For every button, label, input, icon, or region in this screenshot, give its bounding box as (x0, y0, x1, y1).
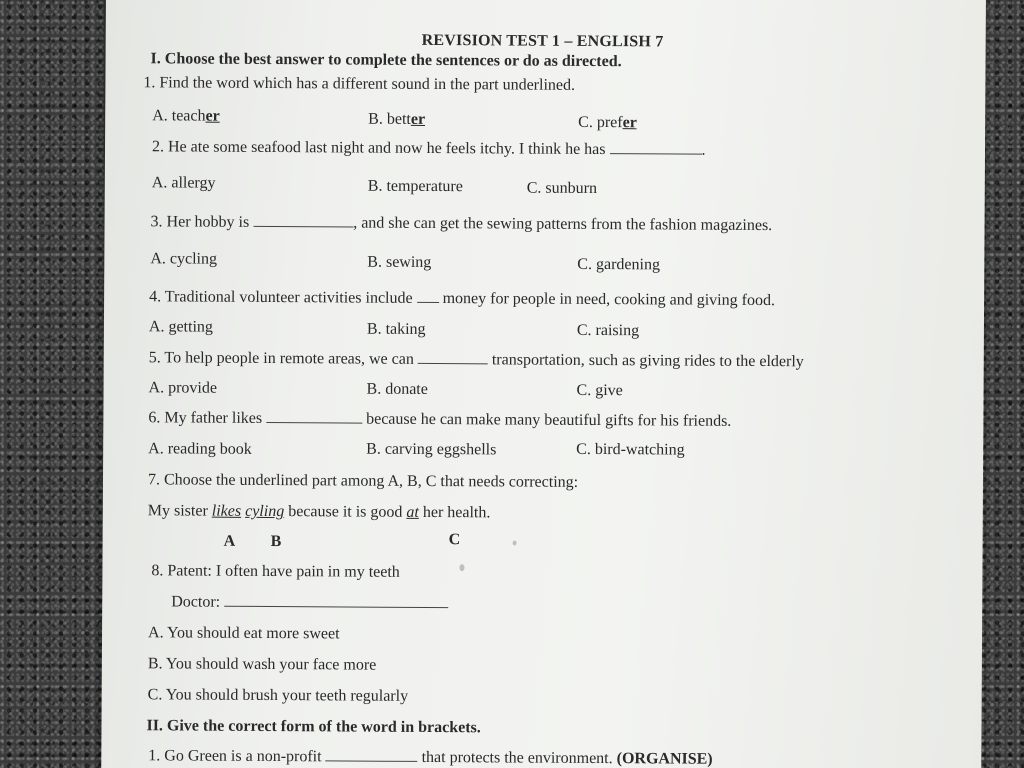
q5-option-c: C. give (576, 381, 623, 400)
q4-option-b: B. taking (366, 320, 426, 338)
q4-option-a: A. getting (148, 318, 213, 336)
question-1: 1. Find the word which has a different sound in the part underlined. (143, 74, 576, 94)
answer-blank (253, 214, 353, 228)
q7-sentence: My sister likes cyling because it is good at her health. (147, 502, 491, 522)
q3-option-b: B. sewing (367, 253, 432, 271)
q8-doctor: Doctor: (171, 593, 448, 613)
question-2: 2. He ate some seafood last night and now he feels itchy. I think he has . (151, 138, 706, 159)
q3-option-a: A. cycling (150, 250, 218, 268)
question-4: 4. Traditional volunteer activities include money for people in need, cooking and giving food. (149, 288, 776, 310)
page-title: REVISION TEST 1 – ENGLISH 7 (421, 31, 664, 51)
section2-question-1: 1. Go Green is a non-profit that protects the environment. (ORGANISE) (148, 747, 713, 768)
q6-option-b: B. carving eggshells (366, 440, 497, 459)
underlined-part: er (622, 114, 637, 132)
underlined-part-a: likes (211, 502, 242, 520)
q8-option-c: C. You should brush your teeth regularly (147, 686, 409, 705)
underlined-part-c: at (406, 503, 419, 521)
question-6: 6. My father likes because he can make many beautiful gifts for his friends. (148, 409, 732, 430)
paper-speck (459, 564, 464, 571)
question-8: 8. Patent: I often have pain in my teeth (151, 562, 400, 581)
answer-blank (224, 594, 448, 608)
worksheet-paper (101, 0, 986, 768)
q2-option-c: C. sunburn (526, 179, 598, 198)
q5-option-a: A. provide (148, 379, 218, 397)
answer-blank (417, 290, 439, 303)
underlined-part-b: cyling (245, 502, 285, 521)
underlined-part: er (410, 110, 426, 128)
section-heading-1: I. Choose the best answer to complete the sentences or do as directed. (150, 50, 622, 71)
q6-option-c: C. bird-watching (576, 440, 685, 459)
answer-blank (610, 141, 702, 155)
q8-option-b: B. You should wash your face more (147, 655, 377, 674)
answer-blank (418, 351, 488, 364)
q4-option-c: C. raising (576, 321, 640, 340)
label-b: B (270, 533, 282, 551)
question-7: 7. Choose the underlined part among A, B, C that needs correcting: (147, 471, 579, 491)
underlined-part: er (205, 107, 220, 125)
q8-option-a: A. You should eat more sweet (148, 624, 340, 643)
q6-option-a: A. reading book (148, 440, 252, 458)
question-3: 3. Her hobby is , and she can get the sewing patterns from the fashion magazines. (150, 213, 773, 235)
paper-speck (513, 540, 517, 545)
q2-option-a: A. allergy (151, 174, 216, 192)
answer-blank (266, 410, 362, 424)
section-heading-2: II. Give the correct form of the word in brackets. (146, 717, 481, 737)
q1-option-a: A. teacher (152, 107, 220, 125)
q2-option-b: B. temperature (367, 177, 463, 196)
label-c: C (448, 531, 461, 549)
question-5: 5. To help people in remote areas, we can transportation, such as giving rides to the elderly (148, 349, 804, 371)
q3-option-c: C. gardening (577, 255, 661, 274)
answer-blank (326, 748, 418, 762)
q5-option-b: B. donate (366, 380, 428, 398)
label-a: A (223, 532, 236, 550)
q1-option-b: B. better (368, 110, 426, 128)
q1-option-c: C. prefer (578, 113, 637, 132)
